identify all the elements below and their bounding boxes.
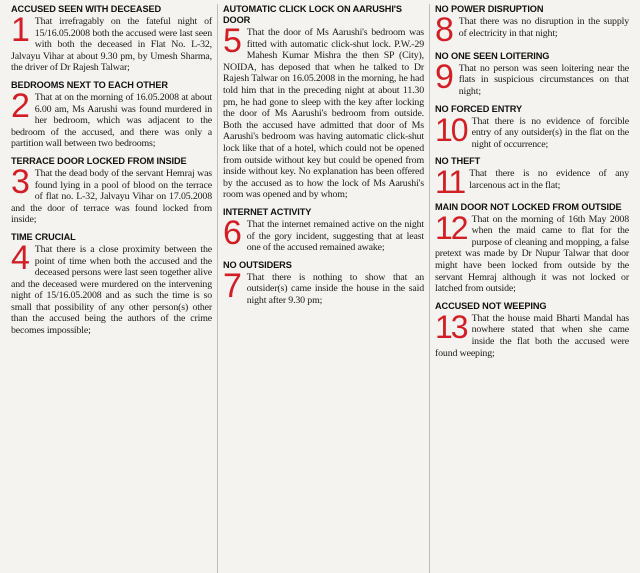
- point-text: That there is no evidence of forcible entry of any outsider(s) in the flat on the night of occurrence;: [471, 115, 629, 150]
- point-text: That the door of Ms Aarushi's bedroom was fitted with automatic click-shut lock. P.W.-29 Mahesh Kumar Mishra the then SP (City), NOIDA, has deposed that when he talked to Dr Rajesh Talwar on 16.05.2008 in the morning, he had told him that in the preceding night at about 11.30 pm, he had gone to sleep with the key after locking the door of Ms Aarushi's bedroom from outside. Both the accused have admitted that door of Ms Aarushi's bedroom was having automatic click-shut lock like that of a hotel, which could not be opened from outside without key but could be opened from inside without key. No explanation has been offered by the accused as to how the lock of Ms Aarushi's room was opened and by whom;: [223, 27, 424, 201]
- point-heading: TIME CRUCIAL: [11, 231, 76, 242]
- point-heading: BEDROOMS NEXT TO EACH OTHER: [11, 79, 168, 90]
- point-heading: NO ONE SEEN LOITERING: [435, 50, 550, 61]
- point-number: 4: [11, 238, 30, 277]
- point-number: 10: [435, 111, 467, 148]
- point-heading: NO OUTSIDERS: [223, 259, 292, 270]
- point-number: 6: [223, 213, 242, 252]
- point-heading: NO POWER DISRUPTION: [435, 4, 544, 14]
- point-10: [435, 104, 629, 151]
- point-heading: ACCUSED SEEN WITH DECEASED: [11, 4, 162, 14]
- point-text: That there was no disruption in the supply of electricity in that night;: [458, 16, 629, 39]
- point-heading: ACCUSED NOT WEEPING: [435, 300, 547, 311]
- point-9: [435, 51, 629, 98]
- point-number: 2: [11, 86, 30, 125]
- point-heading: NO FORCED ENTRY: [435, 103, 522, 114]
- column-2: [218, 4, 430, 573]
- point-number: 7: [223, 266, 242, 305]
- point-text: That the dead body of the servant Hemraj was found lying in a pool of blood on the terrace of flat no. L-32, Jalvayu Vihar on 17.05.2008 and the door of terrace was found locked from inside;: [11, 167, 212, 226]
- point-text: That at on the morning of 16.05.2008 at about 6.00 am, Ms Aarushi was found murdered in her bedroom, which was adjacent to the bedroom of the accused, and there was only a partition wall between two bedrooms;: [11, 91, 212, 150]
- point-11: [435, 156, 629, 201]
- point-12: [435, 202, 629, 295]
- point-heading: MAIN DOOR NOT LOCKED FROM OUTSIDE: [435, 201, 622, 212]
- point-text: That there is no evidence of any larcenous act in the flat;: [469, 168, 629, 192]
- point-text: That on the morning of 16th May 2008 when the maid came to flat for the purpose of cleaning and mopping, a false pretext was made by Dr Nupur Talwar that door might have been locked from outside by the servant Hemraj although it was not locked or latched from outside;: [435, 213, 629, 295]
- point-heading: NO THEFT: [435, 156, 481, 167]
- point-text: That irrefragably on the fateful night of 15/16.05.2008 both the accused were last seen with both the deceased in Flat No. L-32, Jalvayu Vihar at about 9.30 pm, by Umesh Sharma, the driver of Dr Rajesh Talwar;: [11, 16, 212, 74]
- point-number: 11: [435, 164, 465, 201]
- point-8: [435, 4, 629, 49]
- point-number: 13: [435, 308, 467, 345]
- point-3: [11, 156, 212, 226]
- point-heading: AUTOMATIC CLICK LOCK ON AARUSHI'S DOOR: [223, 4, 402, 25]
- point-7: [223, 260, 424, 307]
- point-4: [11, 232, 212, 337]
- point-13: [435, 301, 629, 359]
- point-text: That there is a close proximity between the point of time when both the accused and the deceased persons were last seen together alive and the deceased were murdered on the intervening night of 15/16.05.2008 and as such the time is so small that possibility of any other person(s) other than the accused being the authors of the crime becomes impossible;: [11, 243, 212, 337]
- point-number: 3: [11, 162, 30, 201]
- point-text: That no person was seen loitering near the flats in suspicious circumstances on that night;: [458, 62, 629, 98]
- point-number: 9: [435, 57, 454, 96]
- point-number: 12: [435, 209, 467, 246]
- column-3: [430, 4, 634, 573]
- point-2: [11, 80, 212, 150]
- point-5: [223, 4, 424, 201]
- point-heading: INTERNET ACTIVITY: [223, 206, 312, 217]
- point-1: [11, 4, 212, 74]
- point-text: That the internet remained active on the night of the gory incident, suggesting that at least one of the accused remained awake;: [246, 218, 424, 254]
- point-heading: TERRACE DOOR LOCKED FROM INSIDE: [11, 155, 187, 166]
- point-text: That the house maid Bharti Mandal has nowhere stated that when she came inside the flat both the accused were found weeping;: [435, 312, 629, 359]
- point-number: 8: [435, 11, 454, 49]
- point-6: [223, 207, 424, 254]
- column-1: [6, 4, 218, 573]
- point-number: 1: [11, 11, 30, 49]
- point-text: That there is nothing to show that an outsider(s) came inside the house in the said night after 9.30 pm;: [246, 271, 424, 306]
- point-number: 5: [223, 22, 242, 60]
